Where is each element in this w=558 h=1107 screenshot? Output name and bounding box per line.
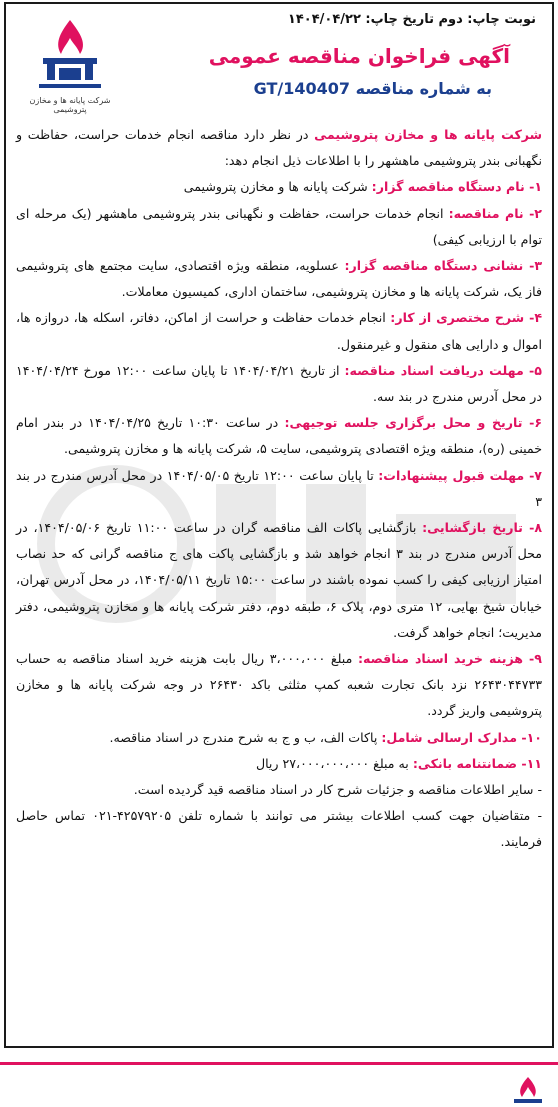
item-3-key: ۳- نشانی دستگاه مناقصه گزار: — [344, 258, 542, 274]
item-2 — [16, 201, 542, 253]
item-11-text: به مبلغ ۲۷،۰۰۰،۰۰۰،۰۰۰ ریال — [255, 755, 413, 771]
intro-text: در نظر دارد مناقصه انجام خدمات حراست، حفاظت و نگهبانی بندر پتروشیمی ماهشهر را با اطلاعات ذیل انجام دهد: — [16, 127, 542, 169]
page-separator — [0, 1062, 558, 1065]
item-9-text: مبلغ ۳،۰۰۰،۰۰۰ ریال بابت هزینه خرید اسناد مناقصه به حساب ۲۶۴۳۰۴۴۷۳۳ نزد بانک تجارت شعبه کمپ مثلثی باکد ۲۶۴۳۰ در وجه شرکت پایانه ها و مخازن پتروشیمی واریز گردد. — [16, 651, 542, 719]
item-6-text: در ساعت ۱۰:۳۰ تاریخ ۱۴۰۴/۰۴/۲۵ در بندر امام خمینی (ره)، منطقه ویژه اقتصادی پتروشیمی، سایت ۵، شرکت پایانه ها و مخازن پتروشیمی. — [16, 415, 542, 457]
item-9 — [16, 646, 542, 725]
footer-logo-icon — [508, 1075, 548, 1107]
item-3-text: عسلویه، منطقه ویژه اقتصادی، سایت مجتمع های پتروشیمی فاز یک، شرکت پایانه ها و مخازن پتروشیمی، ساختمان اداری، کمیسیون معاملات. — [16, 258, 542, 300]
logo-caption: شرکت پایانه ها و مخازن پتروشیمی — [29, 96, 111, 114]
item-10-text: پاکات الف، ب و ج به شرح مندرج در اسناد مناقصه. — [109, 729, 382, 745]
note-1: - سایر اطلاعات مناقصه و جزئیات شرح کار در اسناد مناقصه قید گردیده است. — [133, 782, 542, 798]
item-4-text: انجام خدمات حفاظت و حراست از اماکن، دفاتر، اسکله ها، دروازه ها، اموال و دارایی های منقول و غیرمنقول. — [16, 310, 542, 352]
note-2: - متقاضیان جهت کسب اطلاعات بیشتر می توانند با شماره تلفن ۴۲۵۷۹۲۰۵-۰۲۱ تماس حاصل فرمایند. — [16, 808, 543, 850]
tender-number: به شماره مناقصه GT/140407 — [253, 79, 492, 98]
item-8 — [16, 515, 542, 646]
item-7 — [16, 463, 542, 515]
intro-paragraph — [16, 122, 542, 174]
tender-advertisement — [4, 2, 554, 1048]
print-info: نوبت چاپ: دوم تاریخ چاپ: ۱۴۰۴/۰۴/۲۲ — [287, 12, 536, 27]
item-4 — [16, 305, 542, 357]
ad-headline: آگهی فراخوان مناقصه عمومی — [208, 44, 510, 68]
ad-body — [16, 122, 542, 856]
item-3 — [16, 253, 542, 305]
company-logo — [20, 18, 120, 113]
item-5 — [16, 358, 542, 410]
item-11-key: ۱۱- ضمانتنامه بانکی: — [412, 755, 542, 771]
item-10 — [16, 725, 542, 751]
item-10-key: ۱۰- مدارک ارسالی شامل: — [381, 729, 542, 745]
item-5-key: ۵- مهلت دریافت اسناد مناقصه: — [344, 362, 542, 378]
item-7-text: تا پایان ساعت ۱۲:۰۰ تاریخ ۱۴۰۴/۰۵/۰۵ در محل آدرس مندرج در بند ۳ — [16, 467, 542, 509]
item-8-key: ۸- تاریخ بازگشایی: — [422, 520, 543, 536]
item-9-key: ۹- هزینه خرید اسناد مناقصه: — [357, 651, 542, 667]
item-2-text: انجام خدمات حراست، حفاظت و نگهبانی بندر پتروشیمی ماهشهر (یک مرحله ای توام با ارزیابی کیفی) — [16, 205, 542, 247]
item-2-key: ۲- نام مناقصه: — [448, 205, 542, 221]
item-7-key: ۷- مهلت قبول پیشنهادات: — [378, 467, 542, 483]
item-11 — [16, 751, 542, 777]
item-8-text: بازگشایی پاکات الف مناقصه گران در ساعت ۱۱:۰۰ تاریخ ۱۴۰۴/۰۵/۰۶، در محل آدرس مندرج در بند ۳ انجام خواهد شد و بازگشایی پاکت های ج مناقصه گرانی که حد نصاب امتیاز ارزیابی کیفی را کسب نموده باشند در ساعت ۱۵:۰۰ تاریخ ۱۴۰۴/۰۵/۱۱، در محل آدرس تهران، خیابان شیخ بهایی، ۱۲ متری دوم، پلاک ۶، طبقه دوم، دفتر شرکت پایانه ها و مخازن پتروشیمی، دفتر مدیریت؛ انجام خواهد گرفت. — [16, 520, 543, 640]
intro-company: شرکت پایانه ها و مخازن پتروشیمی — [314, 127, 542, 142]
item-1-text: شرکت پایانه ها و مخازن پتروشیمی — [183, 179, 372, 195]
item-4-key: ۴- شرح مختصری از کار: — [390, 310, 542, 326]
item-1 — [16, 174, 542, 200]
petrochemical-flame-icon — [35, 18, 105, 90]
item-6-key: ۶- تاریخ و محل برگزاری جلسه توجیهی: — [284, 415, 542, 431]
item-6 — [16, 410, 542, 462]
item-5-text: از تاریخ ۱۴۰۴/۰۴/۲۱ تا پایان ساعت ۱۲:۰۰ مورخ ۱۴۰۴/۰۴/۲۴ در محل آدرس مندرج در بند سه. — [16, 362, 542, 405]
ad-header — [6, 4, 552, 126]
item-1-key: ۱- نام دستگاه مناقصه گزار: — [371, 179, 542, 195]
